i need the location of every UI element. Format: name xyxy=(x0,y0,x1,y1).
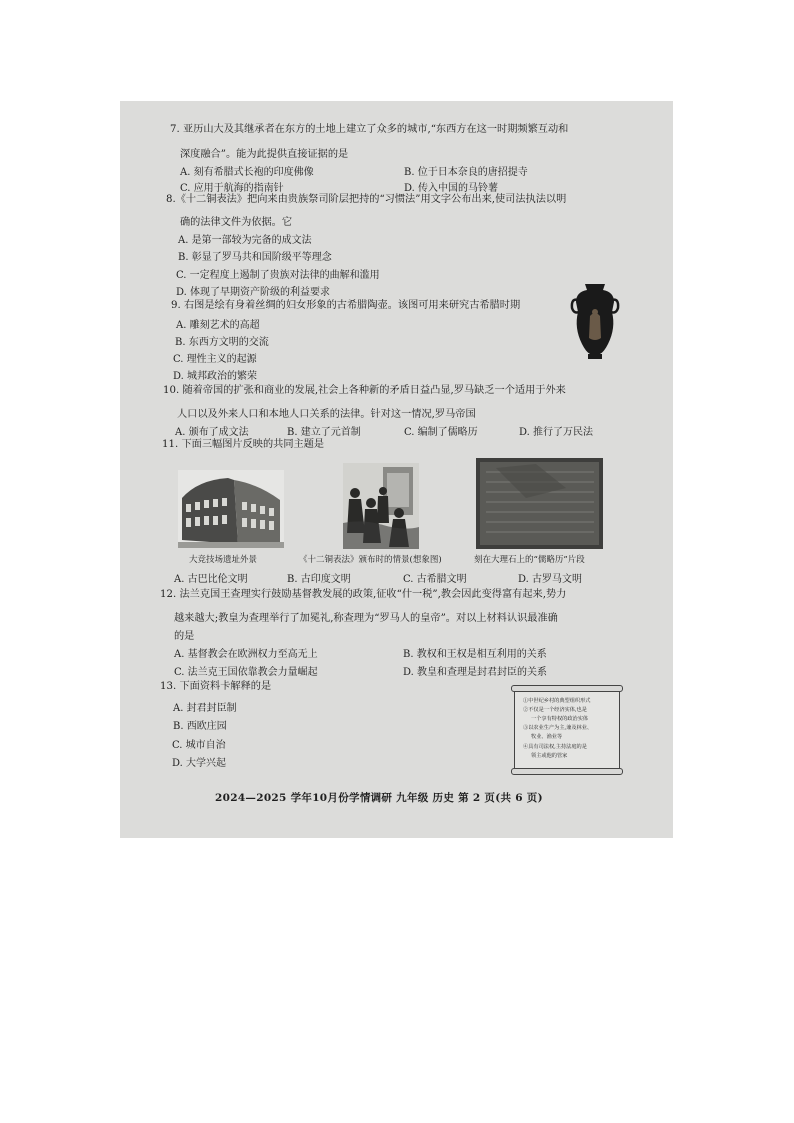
q9-option-c: C. 理性主义的起源 xyxy=(173,354,257,365)
q10-option-c: C. 编制了儒略历 xyxy=(404,427,478,438)
card-line-6: ④具有司法权,主持法庭的是 xyxy=(523,744,587,750)
q7-option-d: D. 传入中国的马铃薯 xyxy=(404,183,499,194)
q8-option-a: A. 是第一部较为完备的成文法 xyxy=(178,235,312,246)
scroll-roll-top xyxy=(511,685,623,692)
q10-option-b: B. 建立了元首制 xyxy=(287,427,361,438)
twelve-tables-illustration xyxy=(343,463,419,549)
q10-option-a: A. 颁布了成文法 xyxy=(175,427,249,438)
julian-calendar-marble-image xyxy=(476,458,603,549)
caption-julian-calendar: 刻在大理石上的“儒略历”片段 xyxy=(474,555,585,565)
q13-option-d: D. 大学兴起 xyxy=(172,758,227,769)
q12-stem-line3: 的是 xyxy=(174,631,195,642)
q12-option-b: B. 教权和王权是相互利用的关系 xyxy=(403,649,547,660)
card-line-4: ③以农业生产为主,兼及林业、 xyxy=(523,725,593,731)
q9-option-a: A. 雕刻艺术的高超 xyxy=(176,320,260,331)
card-line-5: 牧业、渔业等 xyxy=(531,734,563,740)
colosseum-image xyxy=(178,470,284,548)
q13-stem-line1: 13. 下面资料卡解释的是 xyxy=(160,681,272,692)
q7-option-b: B. 位于日本奈良的唐招提寺 xyxy=(404,167,528,178)
q7-option-a: A. 刻有希腊式长袍的印度佛像 xyxy=(180,167,314,178)
q11-option-a: A. 古巴比伦文明 xyxy=(174,574,248,585)
q10-option-d: D. 推行了万民法 xyxy=(519,427,594,438)
q11-option-c: C. 古希腊文明 xyxy=(403,574,467,585)
q12-stem-line1: 12. 法兰克国王查理实行鼓励基督教发展的政策,征收“什一税”,教会因此变得富有起来,势力 xyxy=(160,589,567,600)
scroll-roll-bottom xyxy=(511,768,623,775)
q12-option-d: D. 教皇和查理是封君封臣的关系 xyxy=(403,667,548,678)
q7-option-c: C. 应用于航海的指南针 xyxy=(180,183,284,194)
card-line-7: 领主或他的管家 xyxy=(531,753,568,759)
q9-option-d: D. 城邦政治的繁荣 xyxy=(173,371,258,382)
q12-option-a: A. 基督教会在欧洲权力至高无上 xyxy=(174,649,318,660)
q8-option-b: B. 彰显了罗马共和国阶级平等理念 xyxy=(178,252,332,263)
q8-stem-line2: 确的法律文件为依据。它 xyxy=(180,217,293,228)
q12-option-c: C. 法兰克王国依靠教会力量崛起 xyxy=(174,667,318,678)
q13-option-a: A. 封君封臣制 xyxy=(173,703,237,714)
data-card-scroll xyxy=(514,688,620,772)
page-footer: 2024—2025 学年10月份学情调研 九年级 历史 第 2 页(共 6 页) xyxy=(215,792,543,804)
q12-stem-line2: 越来越大;教皇为查理举行了加冕礼,称查理为“罗马人的皇帝”。对以上材料认识最准确 xyxy=(174,613,558,624)
q10-stem-line1: 10. 随着帝国的扩张和商业的发展,社会上各种新的矛盾日益凸显,罗马缺乏一个适用于外来 xyxy=(163,385,566,396)
q10-stem-line2: 人口以及外来人口和本地人口关系的法律。针对这一情况,罗马帝国 xyxy=(177,409,476,420)
q13-option-b: B. 西欧庄园 xyxy=(173,721,227,732)
greek-vase-image xyxy=(570,280,620,360)
q11-stem-line1: 11. 下面三幅图片反映的共同主题是 xyxy=(162,439,325,450)
q13-option-c: C. 城市自治 xyxy=(172,740,226,751)
card-line-3: 一个享有特权的政治实体 xyxy=(531,716,589,722)
q7-stem-line2: 深度融合”。能为此提供直接证据的是 xyxy=(180,149,349,160)
q8-option-d: D. 体现了早期资产阶级的利益要求 xyxy=(176,287,331,298)
q8-option-c: C. 一定程度上遏制了贵族对法律的曲解和滥用 xyxy=(176,270,380,281)
q8-stem-line1: 8.《十二铜表法》把向来由贵族祭司阶层把持的“习惯法”用文字公布出来,使司法执法以明 xyxy=(166,194,567,205)
q7-stem-line1: 7. 亚历山大及其继承者在东方的土地上建立了众多的城市,“东西方在这一时期频繁互动和 xyxy=(170,124,569,135)
q9-option-b: B. 东西方文明的交流 xyxy=(175,337,269,348)
caption-colosseum: 大竞技场遗址外景 xyxy=(189,555,258,565)
card-line-1: ①中世纪乡村的典型组织形式 xyxy=(523,698,591,704)
q11-option-d: D. 古罗马文明 xyxy=(518,574,583,585)
caption-twelve-tables: 《十二铜表法》颁布时的情景(想象图) xyxy=(299,555,442,565)
card-line-2: ②不仅是一个经济实体,也是 xyxy=(523,707,587,713)
q11-option-b: B. 古印度文明 xyxy=(287,574,351,585)
q9-stem-line1: 9. 右图是绘有身着丝绸的妇女形象的古希腊陶壶。该图可用来研究古希腊时期 xyxy=(171,300,521,311)
